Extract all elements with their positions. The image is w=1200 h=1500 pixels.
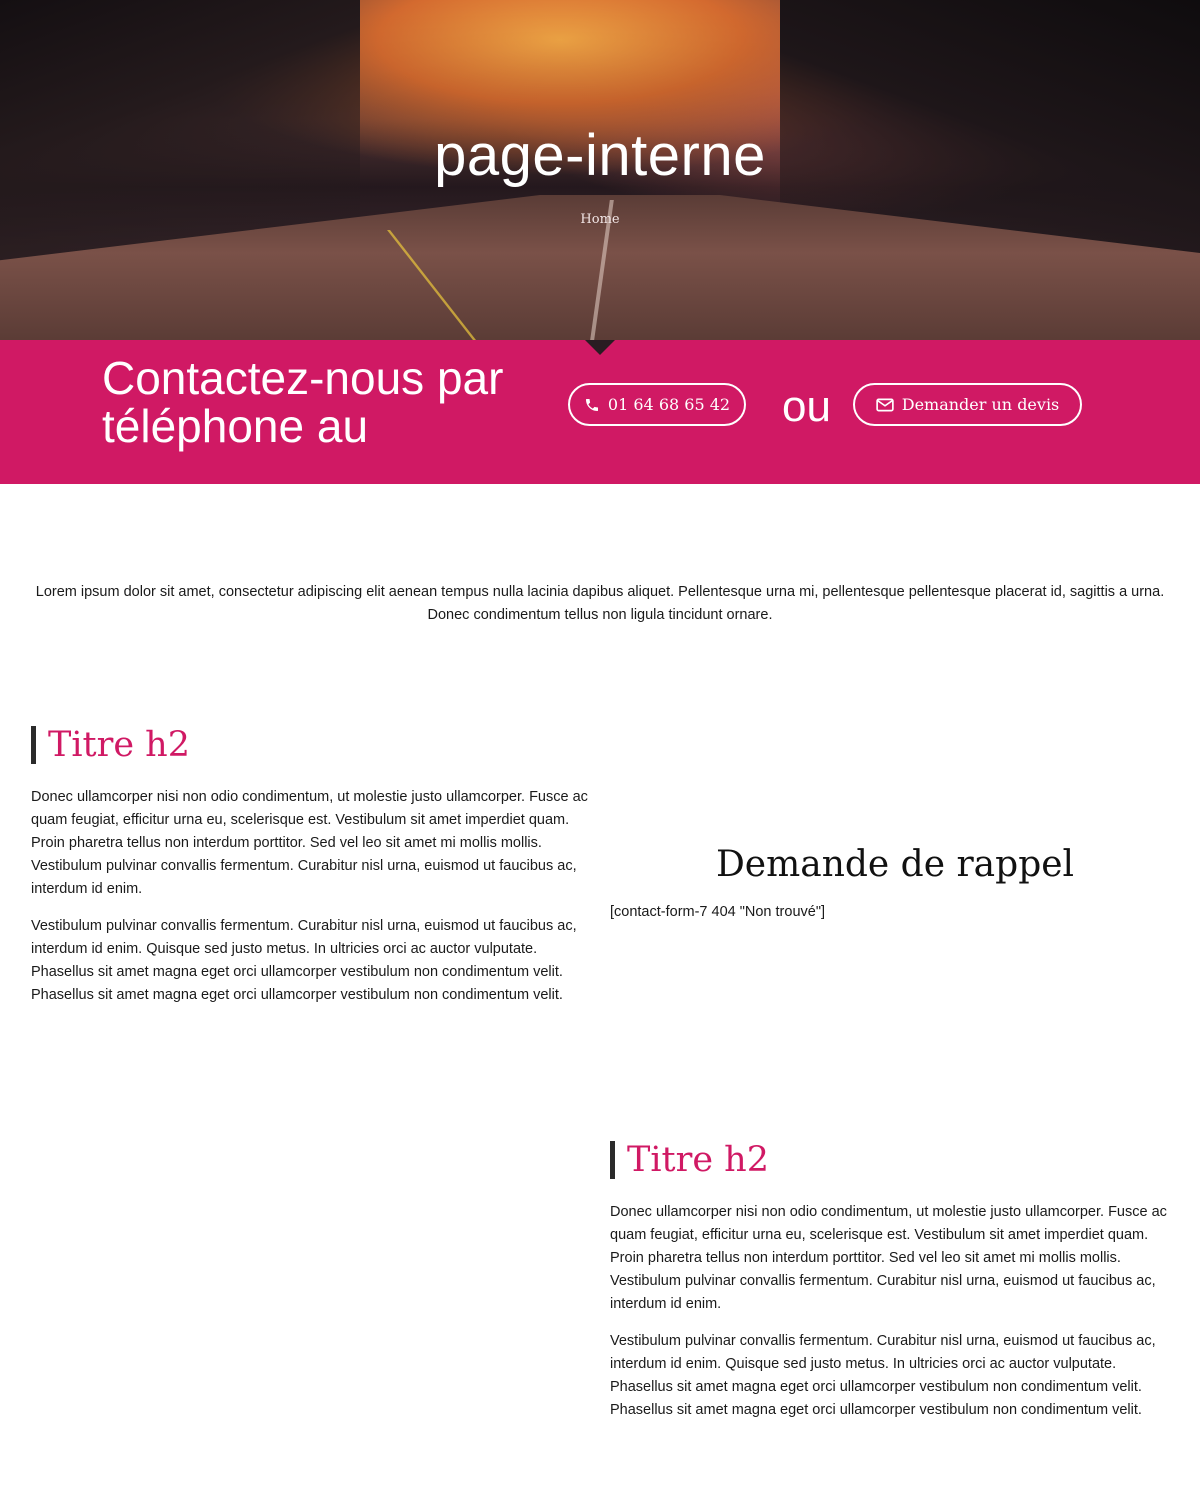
content-section-1 xyxy=(31,726,591,1021)
section-1-title: Titre h2 xyxy=(31,726,591,764)
breadcrumb-home[interactable]: Home xyxy=(580,212,620,227)
callback-request xyxy=(610,842,1180,922)
callback-title: Demande de rappel xyxy=(715,844,1075,885)
page-title: page-interne xyxy=(434,123,766,188)
section-1-paragraph: Vestibulum pulvinar convallis fermentum. Curabitur nisl urna, euismod ut faucibus ac, interdum id enim. Quisque sed justo metus. In ultricies orci ac auctor vulputate. Phasellus sit amet magna eget orci ullamcorper vestibulum non condimentum velit. Phasellus sit amet magna eget orci ullamcorper vestibulum non condimentum velit. xyxy=(31,918,577,1003)
section-1-paragraph: Donec ullamcorper nisi non odio condimentum, ut molestie justo ullamcorper. Fusce ac quam feugiat, efficitur urna eu, scelerisque est. Vestibulum sit amet imperdiet quam. Proin pharetra tellus non interdum porttitor. Sed vel leo sit amet mi mollis mollis. Vestibulum pulvinar convallis fermentum. Curabitur nisl urna, euismod ut faucibus ac, interdum id enim. xyxy=(31,789,588,897)
cta-separator: ou xyxy=(782,382,831,431)
phone-icon xyxy=(584,397,600,413)
quote-request-label: Demander un devis xyxy=(901,395,1060,414)
contact-cta-band xyxy=(0,340,1200,484)
cta-notch xyxy=(585,340,615,355)
section-2-title: Titre h2 xyxy=(610,1141,1170,1179)
contact-form-shortcode: [contact-form-7 404 "Non trouvé"] xyxy=(610,904,826,920)
phone-button[interactable] xyxy=(568,383,746,426)
section-2-paragraph: Donec ullamcorper nisi non odio condimentum, ut molestie justo ullamcorper. Fusce ac quam feugiat, efficitur urna eu, scelerisque est. Vestibulum sit amet imperdiet quam. Proin pharetra tellus non interdum porttitor. Sed vel leo sit amet mi mollis mollis. Vestibulum pulvinar convallis fermentum. Curabitur nisl urna, euismod ut faucibus ac, interdum id enim. xyxy=(610,1204,1167,1312)
quote-request-button[interactable] xyxy=(853,383,1082,426)
cta-text: Contactez-nous par téléphone au xyxy=(102,352,504,452)
hero-banner xyxy=(0,0,1200,340)
phone-button-label: 01 64 68 65 42 xyxy=(607,395,731,414)
section-2-paragraph: Vestibulum pulvinar convallis fermentum. Curabitur nisl urna, euismod ut faucibus ac, interdum id enim. Quisque sed justo metus. In ultricies orci ac auctor vulputate. Phasellus sit amet magna eget orci ullamcorper vestibulum non condimentum velit. Phasellus sit amet magna eget orci ullamcorper vestibulum non condimentum velit. xyxy=(610,1333,1156,1418)
envelope-icon xyxy=(876,398,894,412)
intro-text: Lorem ipsum dolor sit amet, consectetur adipiscing elit aenean tempus nulla lacinia dapibus aliquet. Pellentesque urna mi, pellentesque pellentesque placerat id, sagittis a urna. Donec condimentum tellus non ligula tincidunt ornare. xyxy=(35,584,1165,623)
content-section-2 xyxy=(610,1141,1170,1436)
